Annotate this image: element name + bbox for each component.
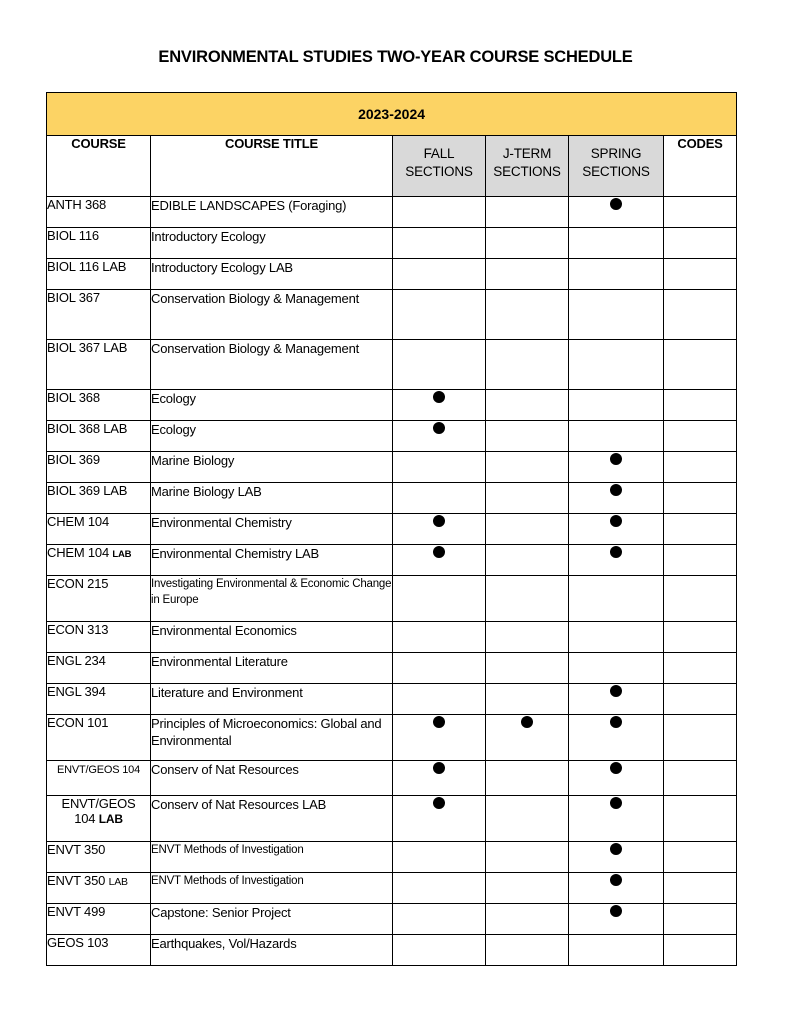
course-code-line2: 104 [74,811,96,826]
jterm-section-cell [486,290,569,340]
offered-dot-icon [433,391,445,403]
table-row [47,935,737,966]
course-code-text: ENVT 499 [47,904,106,919]
course-code-text: ENGL 234 [47,653,106,668]
jterm-section-cell [486,904,569,935]
offered-dot-icon [610,843,622,855]
table-row [47,842,737,873]
course-title: Environmental Literature [151,653,393,684]
header-codes: CODES [664,136,737,197]
course-code-lab-suffix: LAB [112,549,132,560]
course-code-text: BIOL 367 [47,290,100,305]
spring-section-cell [569,904,664,935]
fall-section-cell [393,904,486,935]
course-code [47,873,151,904]
table-row [47,904,737,935]
fall-section-cell [393,935,486,966]
course-title: Conservation Biology & Management [151,290,393,340]
table-row [47,421,737,452]
course-title: Environmental Chemistry LAB [151,545,393,576]
spring-section-cell [569,935,664,966]
academic-year: 2023-2024 [47,93,737,136]
course-title: ENVT Methods of Investigation [151,842,393,873]
fall-section-cell [393,421,486,452]
table-row [47,796,737,842]
year-header-row [47,93,737,136]
codes-cell [664,390,737,421]
jterm-section-cell [486,842,569,873]
course-code-text: ENGL 394 [47,684,106,699]
table-row [47,483,737,514]
course-title: Introductory Ecology LAB [151,259,393,290]
course-code-text: ECON 313 [47,622,109,637]
course-code-lab-suffix: LAB [98,812,123,826]
header-jterm-sections [486,136,569,197]
fall-section-cell [393,873,486,904]
spring-section-cell [569,653,664,684]
header-fall-sections [393,136,486,197]
course-code [47,935,151,966]
course-title: Conserv of Nat Resources LAB [151,796,393,842]
spring-section-cell [569,483,664,514]
table-row [47,545,737,576]
course-title: Principles of Microeconomics: Global and Environmental [151,715,393,761]
fall-section-cell [393,684,486,715]
offered-dot-icon [610,797,622,809]
course-title: Environmental Economics [151,622,393,653]
fall-section-cell [393,761,486,796]
spring-section-cell [569,873,664,904]
header-fall-line1: FALL [423,146,455,161]
offered-dot-icon [433,762,445,774]
codes-cell [664,622,737,653]
course-code-text: BIOL 369 [47,452,100,467]
jterm-section-cell [486,483,569,514]
codes-cell [664,842,737,873]
jterm-section-cell [486,452,569,483]
codes-cell [664,761,737,796]
course-code-text: BIOL 368 [47,390,100,405]
course-code-text: CHEM 104 [47,514,109,529]
jterm-section-cell [486,796,569,842]
codes-cell [664,935,737,966]
course-code [47,228,151,259]
course-code-text: BIOL 116 [47,228,99,243]
fall-section-cell [393,259,486,290]
codes-cell [664,452,737,483]
offered-dot-icon [610,453,622,465]
codes-cell [664,684,737,715]
spring-section-cell [569,259,664,290]
spring-section-cell [569,622,664,653]
codes-cell [664,715,737,761]
table-row [47,653,737,684]
header-spring-line2: SECTIONS [582,164,650,179]
jterm-section-cell [486,197,569,228]
spring-section-cell [569,715,664,761]
course-code-text: ENVT 350 [47,873,106,888]
offered-dot-icon [610,515,622,527]
offered-dot-icon [433,515,445,527]
table-row [47,761,737,796]
table-row [47,622,737,653]
course-code [47,290,151,340]
codes-cell [664,653,737,684]
jterm-section-cell [486,715,569,761]
course-code [47,761,151,796]
jterm-section-cell [486,421,569,452]
course-title: Conservation Biology & Management [151,340,393,390]
fall-section-cell [393,197,486,228]
jterm-section-cell [486,545,569,576]
course-code-text: CHEM 104 [47,545,109,560]
spring-section-cell [569,197,664,228]
header-course-title: COURSE TITLE [151,136,393,197]
course-code-text: BIOL 369 LAB [47,483,128,498]
header-spring-sections [569,136,664,197]
course-title: Introductory Ecology [151,228,393,259]
offered-dot-icon [610,484,622,496]
spring-section-cell [569,514,664,545]
table-row [47,340,737,390]
spring-section-cell [569,842,664,873]
offered-dot-icon [433,797,445,809]
spring-section-cell [569,340,664,390]
column-header-row [47,136,737,197]
course-code [47,421,151,452]
jterm-section-cell [486,514,569,545]
jterm-section-cell [486,873,569,904]
offered-dot-icon [610,685,622,697]
fall-section-cell [393,576,486,622]
fall-section-cell [393,340,486,390]
offered-dot-icon [521,716,533,728]
jterm-section-cell [486,653,569,684]
spring-section-cell [569,390,664,421]
page-title: ENVIRONMENTAL STUDIES TWO-YEAR COURSE SCHEDULE [158,48,633,66]
jterm-section-cell [486,259,569,290]
fall-section-cell [393,483,486,514]
course-code [47,684,151,715]
fall-section-cell [393,622,486,653]
course-rows [47,197,737,966]
course-code [47,576,151,622]
codes-cell [664,290,737,340]
codes-cell [664,904,737,935]
fall-section-cell [393,796,486,842]
course-code-text: BIOL 116 LAB [47,259,127,274]
course-code [47,622,151,653]
course-code [47,904,151,935]
codes-cell [664,483,737,514]
course-code-text: ENVT/GEOS [61,796,136,811]
course-title: Earthquakes, Vol/Hazards [151,935,393,966]
course-title: EDIBLE LANDSCAPES (Foraging) [151,197,393,228]
offered-dot-icon [433,546,445,558]
course-code-lab-suffix: LAB [108,876,128,888]
fall-section-cell [393,390,486,421]
header-jterm-line1: J-TERM [502,146,552,161]
spring-section-cell [569,761,664,796]
header-course: COURSE [47,136,151,197]
codes-cell [664,228,737,259]
header-spring-line1: SPRING [590,146,642,161]
codes-cell [664,545,737,576]
course-schedule-table [46,92,737,966]
course-title: Literature and Environment [151,684,393,715]
codes-cell [664,197,737,228]
course-code-text: ENVT/GEOS 104 [57,764,140,776]
offered-dot-icon [433,716,445,728]
jterm-section-cell [486,340,569,390]
jterm-section-cell [486,935,569,966]
table-row [47,873,737,904]
course-title: Ecology [151,390,393,421]
codes-cell [664,796,737,842]
course-code [47,452,151,483]
fall-section-cell [393,452,486,483]
jterm-section-cell [486,228,569,259]
table-row [47,715,737,761]
course-title: Conserv of Nat Resources [151,761,393,796]
spring-section-cell [569,421,664,452]
course-code-text: ECON 215 [47,576,109,591]
offered-dot-icon [610,874,622,886]
course-code [47,390,151,421]
spring-section-cell [569,228,664,259]
offered-dot-icon [610,905,622,917]
spring-section-cell [569,290,664,340]
course-code-text: ANTH 368 [47,197,107,212]
spring-section-cell [569,796,664,842]
table-row [47,390,737,421]
jterm-section-cell [486,761,569,796]
course-title: Marine Biology [151,452,393,483]
table-row [47,452,737,483]
fall-section-cell [393,228,486,259]
fall-section-cell [393,290,486,340]
codes-cell [664,421,737,452]
header-fall-line2: SECTIONS [405,164,473,179]
course-title: Environmental Chemistry [151,514,393,545]
course-code [47,259,151,290]
table-row [47,576,737,622]
offered-dot-icon [610,716,622,728]
course-code [47,715,151,761]
fall-section-cell [393,842,486,873]
spring-section-cell [569,452,664,483]
codes-cell [664,259,737,290]
fall-section-cell [393,514,486,545]
course-code [47,653,151,684]
jterm-section-cell [486,390,569,421]
course-code [47,197,151,228]
jterm-section-cell [486,684,569,715]
course-code [47,545,151,576]
jterm-section-cell [486,622,569,653]
codes-cell [664,514,737,545]
codes-cell [664,873,737,904]
course-code [47,514,151,545]
course-title: Capstone: Senior Project [151,904,393,935]
course-title: Marine Biology LAB [151,483,393,514]
table-row [47,197,737,228]
table-row [47,514,737,545]
course-title: ENVT Methods of Investigation [151,873,393,904]
offered-dot-icon [610,762,622,774]
fall-section-cell [393,545,486,576]
fall-section-cell [393,715,486,761]
offered-dot-icon [433,422,445,434]
codes-cell [664,340,737,390]
jterm-section-cell [486,576,569,622]
table-row [47,228,737,259]
course-title: Ecology [151,421,393,452]
header-jterm-line2: SECTIONS [493,164,561,179]
course-code-text: GEOS 103 [47,935,109,950]
course-code-text: BIOL 367 LAB [47,340,128,355]
course-code-text: ENVT 350 [47,842,106,857]
table-row [47,684,737,715]
table-row [47,259,737,290]
offered-dot-icon [610,546,622,558]
table-row [47,290,737,340]
fall-section-cell [393,653,486,684]
course-code-text: BIOL 368 LAB [47,421,128,436]
course-code-text: ECON 101 [47,715,109,730]
spring-section-cell [569,545,664,576]
spring-section-cell [569,684,664,715]
course-code [47,842,151,873]
course-code [47,796,151,842]
codes-cell [664,576,737,622]
spring-section-cell [569,576,664,622]
course-title: Investigating Environmental & Economic Change in Europe [151,576,393,622]
course-code [47,340,151,390]
offered-dot-icon [610,198,622,210]
course-code [47,483,151,514]
